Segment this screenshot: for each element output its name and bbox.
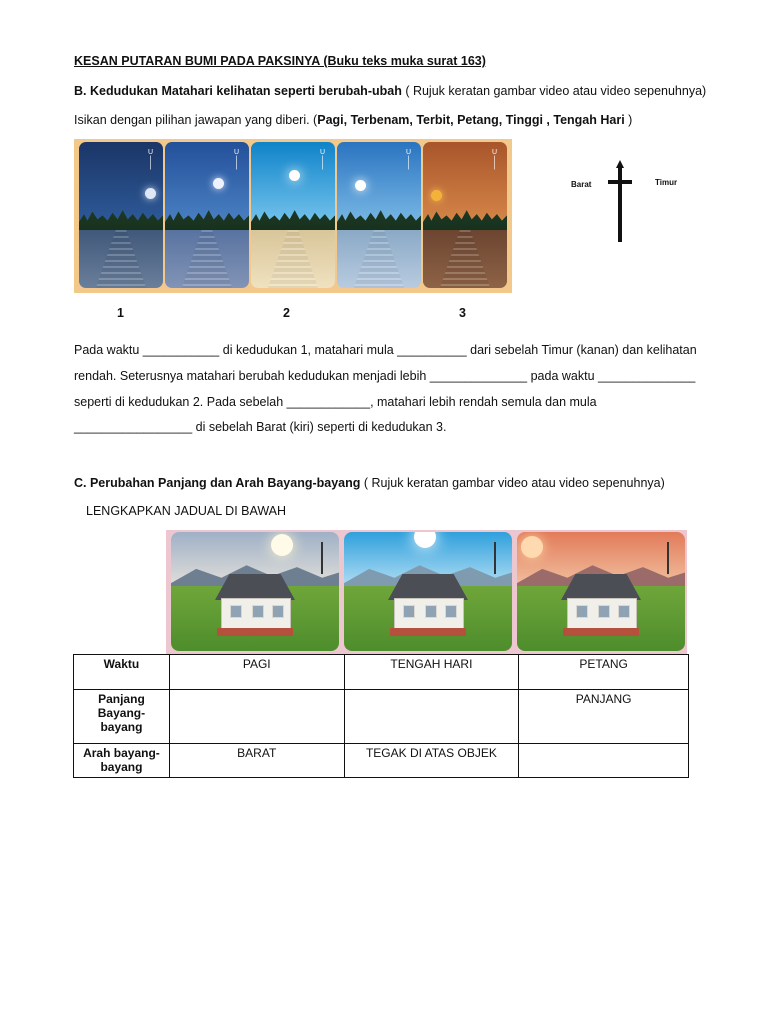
section-b-instruction [74,113,632,127]
instruction-options: Pagi, Terbenam, Terbit, Petang, Tinggi , Tengah Hari [317,113,625,127]
sky-panel-3 [251,142,335,288]
column-header-petang: PETANG [519,655,689,690]
paragraph-line-3: seperti di kedudukan 2. Pada sebelah ____________, matahari lebih rendah semula dan mula [74,395,597,409]
panjang-petang-cell: PANJANG [519,690,689,744]
compass-icon: U | | [319,149,326,170]
sky-panel-4 [337,142,421,288]
table-row [74,690,689,744]
section-c-instruction: LENGKAPKAN JADUAL DI BAWAH [86,504,287,518]
section-b-note: ( Rujuk keratan gambar video atau video sepenuhnya) [401,84,707,98]
row-header-panjang: Panjang Bayang-bayang [74,690,170,744]
section-c-heading [74,476,665,490]
paragraph-line-1: Pada waktu ___________ di kedudukan 1, matahari mula __________ dari sebelah Timur (kanan) dan kelihatan [74,343,697,357]
compass-west-label: Barat [571,180,592,189]
house-icon [388,574,468,638]
compass-cross-icon [600,158,640,248]
scene-morning [171,532,339,651]
instruction-text: Isikan dengan pilihan jawapan yang diberi. ( [74,113,318,127]
sky-panel-2 [165,142,249,288]
position-label-2: 2 [283,306,290,320]
shadow-table [73,654,689,778]
section-c-title: C. Perubahan Panjang dan Arah Bayang-bayang [74,476,361,490]
sky-panel-1 [79,142,163,288]
section-b-title: B. Kedudukan Matahari kelihatan seperti berubah-ubah [74,84,402,98]
sun-icon [289,170,300,181]
section-c-note: ( Rujuk keratan gambar video atau video sepenuhnya) [360,476,665,490]
scene-noon [344,532,512,651]
house-icon [561,574,641,638]
sun-icon [355,180,366,191]
compass-icon: U | | [233,149,240,170]
house-icon [215,574,295,638]
sky-panel-5 [423,142,507,288]
arah-tengah-hari-cell: TEGAK DI ATAS OBJEK [344,744,519,778]
compass-icon: U | | [405,149,412,170]
sun-icon [431,190,442,201]
column-header-pagi: PAGI [169,655,344,690]
sun-icon [271,534,293,556]
section-b-heading [74,84,706,98]
page-title: KESAN PUTARAN BUMI PADA PAKSINYA (Buku teks muka surat 163) [74,54,486,68]
position-label-1: 1 [117,306,124,320]
column-header-tengah-hari: TENGAH HARI [344,655,519,690]
instruction-end: ) [624,113,633,127]
panjang-tengah-hari-cell[interactable] [344,690,519,744]
shadow-scenes [166,530,687,654]
sun-icon [145,188,156,199]
pole-icon [667,542,669,574]
compass-icon: U | | [147,149,154,170]
compass-east-label: Timur [655,178,678,187]
sun-icon [213,178,224,189]
row-header-arah: Arah bayang-bayang [74,744,170,778]
table-row [74,655,689,690]
compass-icon: U | | [491,149,498,170]
table-row [74,744,689,778]
arah-petang-cell[interactable] [519,744,689,778]
pole-icon [321,542,323,574]
paragraph-line-4: _________________ di sebelah Barat (kiri) seperti di kedudukan 3. [74,420,447,434]
pole-icon [494,542,496,574]
paragraph-line-2: rendah. Seterusnya matahari berubah kedudukan menjadi lebih ______________ pada waktu ______________ [74,369,696,383]
sun-position-strip [74,139,512,293]
scene-evening [517,532,685,651]
arah-pagi-cell: BARAT [169,744,344,778]
panjang-pagi-cell[interactable] [169,690,344,744]
position-label-3: 3 [459,306,466,320]
sun-icon [521,536,543,558]
row-header-waktu: Waktu [74,655,170,690]
